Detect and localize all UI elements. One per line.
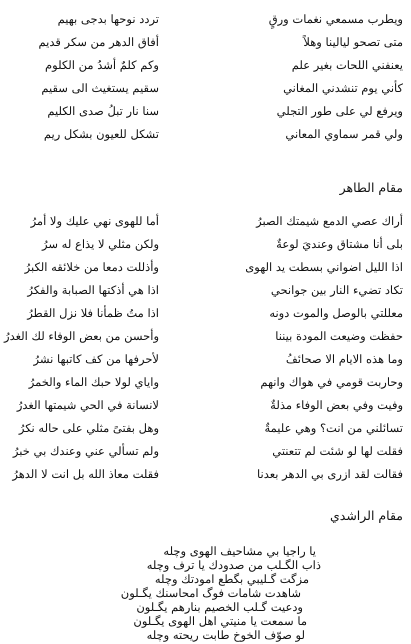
verse-second-half: وأذللت دمعا من خلائقه الكبرُ <box>24 260 159 274</box>
verse-first-half: اذا الليل اضواني بسطت يد الهوى <box>245 260 403 274</box>
verse-line: يا راجيا بي مشاحيف الهوى وچله <box>163 544 316 558</box>
verse-second-half: واياي لولا حبك الماء والخمرُ <box>28 375 159 389</box>
verse-second-half: وهل بفتىً مثلي على حاله نكرُ <box>18 421 159 435</box>
verse-line: ذاب الگـلب من صدودك يا ترف وچله <box>146 558 321 572</box>
verse-first-half: فقلت لها لو شئت لم تتعنتي <box>272 444 403 458</box>
verse-first-half: متى تصحو ليالينا وهلاً <box>303 35 403 49</box>
verse-first-half: يعنفني اللحات بغير علم <box>291 58 403 72</box>
verse-second-half: وأحسن من بعض الوفاء لك الغدرُ <box>4 329 159 343</box>
verse-second-half: تردد نوحها بدجى بهيم <box>57 12 159 26</box>
verse-second-half: فقلت معاذ الله بل انت لا الدهرُ <box>12 467 159 481</box>
verse-first-half: أراك عصي الدمع شيمتك الصبرُ <box>256 214 403 228</box>
verse-first-half: وفيت وفي بعض الوفاء مذلةٌ <box>270 398 403 412</box>
verse-second-half: أما للهوى نهي عليك ولا أمرُ <box>30 214 159 228</box>
verse-line: لو صوّف الخوخ طابت ريحته وچله <box>146 628 305 642</box>
verse-first-half: ولي قمر سماوي المعاني <box>285 127 403 141</box>
verse-line: ما سمعت يا منيتي اهل الهوى يگـلون <box>133 614 307 628</box>
verse-second-half: أفاق الدهر من سكر قديم <box>38 35 159 49</box>
verse-first-half: وما هذه الايام الا صحائفُ <box>285 352 403 366</box>
verse-second-half: لأحرفها من كف كاتبها نشرُ <box>33 352 159 366</box>
verse-line: ودعيت گـلب الخصيم بنارهم يگـلون <box>136 600 303 614</box>
verse-second-half: اذا هي أذكتها الصبابة والفكرُ <box>27 283 159 297</box>
verse-line: شاهدت شامات فوگ امحاسنك يگـلون <box>120 586 301 600</box>
verse-first-half: تكاد تضيء النار بين جوانحي <box>270 283 403 297</box>
verse-first-half: وحاربت قومي في هواك وانهم <box>260 375 403 389</box>
verse-second-half: اذا متُ ظمأنا فلا نزل القطرُ <box>27 306 159 320</box>
verse-first-half: معللتي بالوصل والموت دونه <box>269 306 403 320</box>
verse-line: مزگت گـليبي بگطع امودتك وچله <box>154 572 309 586</box>
verse-first-half: كأني يوم تنشدني المغاني <box>283 81 403 95</box>
section-heading-rashidi: مقام الراشدي <box>329 508 403 523</box>
verse-second-half: وكم كلمٌ أشدُ من الكلوم <box>45 58 159 72</box>
verse-first-half: ويرفع لي على طور التجلي <box>276 104 403 118</box>
verse-second-half: سقيم يستغيث الى سقيم <box>41 81 159 95</box>
section-heading-tahir: مقام الطاهر <box>339 180 403 195</box>
verse-second-half: ولم تسألي عني وعندك بي خبرُ <box>12 444 159 458</box>
verse-first-half: حفظت وضيعت المودة بيننا <box>275 329 403 343</box>
verse-first-half: ويطرب مسمعي نغمات ورقٍ <box>268 12 403 26</box>
verse-second-half: لانسانة في الحي شيمتها الغدرُ <box>16 398 159 412</box>
verse-second-half: ولكن مثلي لا يذاع له سرُ <box>42 237 159 251</box>
verse-first-half: بلى أنا مشتاق وعنديَ لوعةٌ <box>276 237 403 251</box>
verse-second-half: سنا نار تبلُ صدى الكليم <box>47 104 159 118</box>
verse-second-half: تشكل للعيون بشكل ريم <box>43 127 159 141</box>
verse-first-half: فقالت لقد ازرى بي الدهر بعدنا <box>257 467 403 481</box>
verse-first-half: تسائلني من انت؟ وهي عليمةٌ <box>264 421 403 435</box>
